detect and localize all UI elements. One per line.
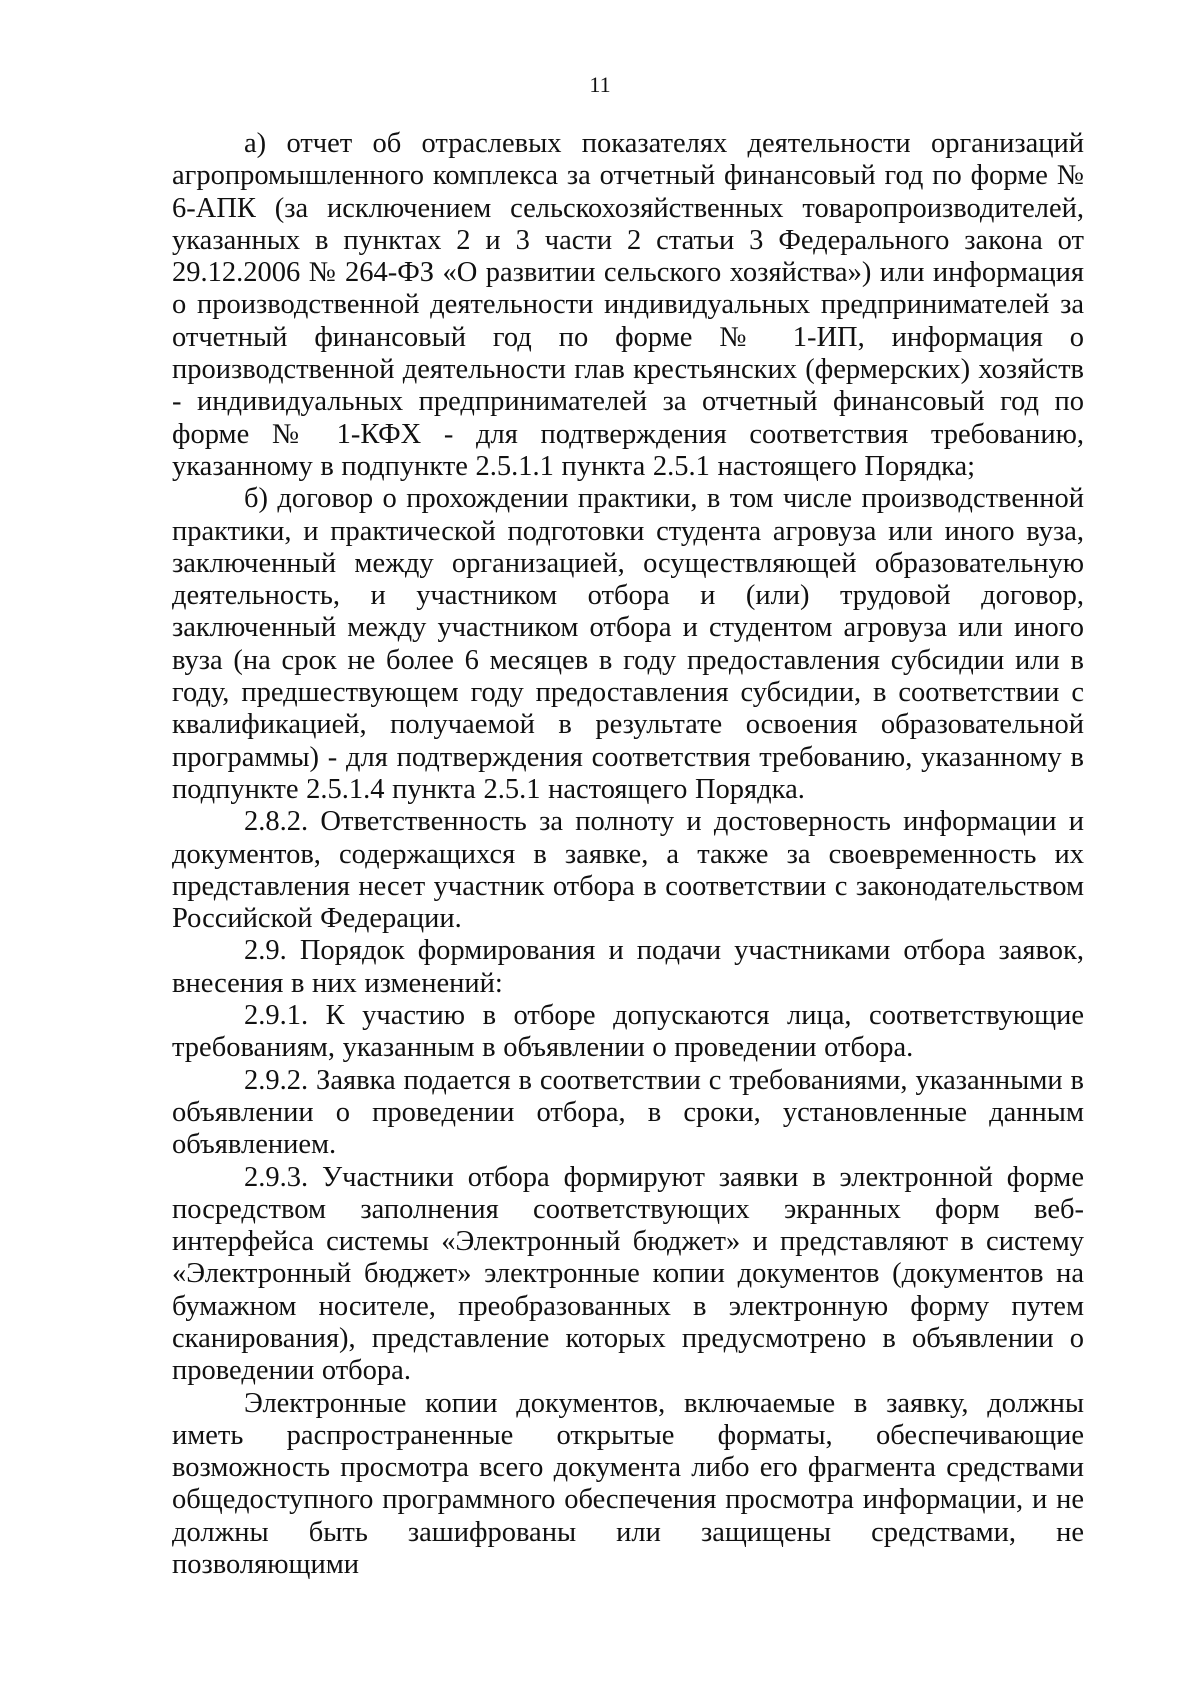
paragraph-2-9: 2.9. Порядок формирования и подачи участниками отбора заявок, внесения в них изменений: — [172, 935, 1084, 999]
paragraph-2-9-2: 2.9.2. Заявка подается в соответствии с требованиями, указанными в объявлении о проведении отбора, в сроки, установленные данным объявлением. — [172, 1064, 1084, 1161]
paragraph-2-9-3: 2.9.3. Участники отбора формируют заявки в электронной форме посредством заполнения соответствующих экранных форм веб-интерфейса системы «Электронный бюджет» и представляют в систему «Электронный бюджет» электронные копии документов (документов на бумажном носителе, преобразованных в электронную форму путем сканирования), представление которых предусмотрено в объявлении о проведении отбора. — [172, 1161, 1084, 1387]
paragraph-2-8-2: 2.8.2. Ответственность за полноту и достоверность информации и документов, содержащихся в заявке, а также за своевременность их представления несет участник отбора в соответствии с законодательством Российской Федерации. — [172, 806, 1084, 935]
document-body — [172, 128, 1084, 1581]
paragraph-a: а) отчет об отраслевых показателях деятельности организаций агропромышленного комплекса за отчетный финансовый год по форме № 6-АПК (за исключением сельскохозяйственных товаропроизводителей, указанных в пунктах 2 и 3 части 2 статьи 3 Федерального закона от 29.12.2006 № 264-ФЗ «О развитии сельского хозяйства») или информация о производственной деятельности индивидуальных предпринимателей за отчетный финансовый год по форме № 1-ИП, информация о производственной деятельности глав крестьянских (фермерских) хозяйств - индивидуальных предпринимателей за отчетный финансовый год по форме № 1-КФХ - для подтверждения соответствия требованию, указанному в подпункте 2.5.1.1 пункта 2.5.1 настоящего Порядка; — [172, 128, 1084, 482]
paragraph-electronic-copies: Электронные копии документов, включаемые в заявку, должны иметь распространенные открытые форматы, обеспечивающие возможность просмотра всего документа либо его фрагмента средствами общедоступного программного обеспечения просмотра информации, и не должны быть зашифрованы или защищены средствами, не позволяющими — [172, 1387, 1084, 1581]
page-number: 11 — [589, 72, 611, 97]
paragraph-b: б) договор о прохождении практики, в том числе производственной практики, и практической подготовки студента агровуза или иного вуза, заключенный между организацией, осуществляющей образовательную деятельность, и участником отбора и (или) трудовой договор, заключенный между участником отбора и студентом агровуза или иного вуза (на срок не более 6 месяцев в году предоставления субсидии или в году, предшествующем году предоставления субсидии, в соответствии с квалификацией, получаемой в результате освоения образовательной программы) - для подтверждения соответствия требованию, указанному в подпункте 2.5.1.4 пункта 2.5.1 настоящего Порядка. — [172, 483, 1084, 805]
paragraph-2-9-1: 2.9.1. К участию в отборе допускаются лица, соответствующие требованиям, указанным в объявлении о проведении отбора. — [172, 1000, 1084, 1064]
